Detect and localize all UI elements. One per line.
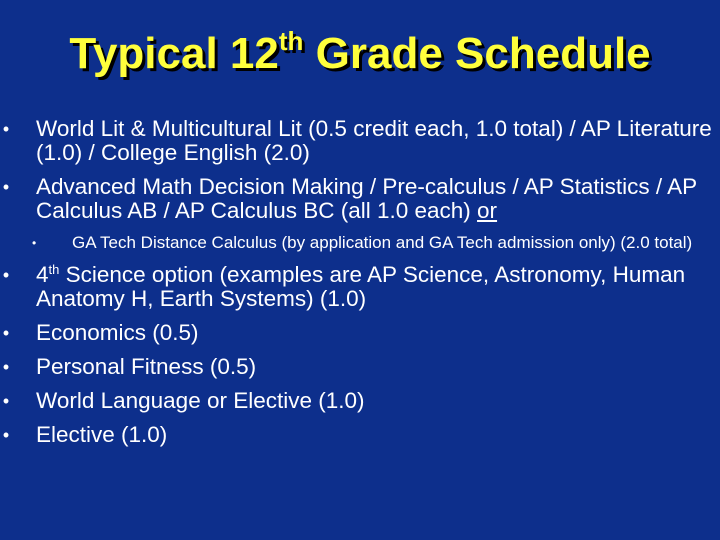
bullet-icon: •: [2, 357, 10, 377]
bullet-prefix: 4: [36, 262, 49, 287]
bullet-text: Personal Fitness (0.5): [36, 354, 257, 379]
sub-bullet-text: GA Tech Distance Calculus (by application and GA Tech admission only) (2.0 total): [72, 233, 693, 252]
bullet-item-language: [0, 389, 712, 413]
bullet-icon: •: [2, 119, 10, 139]
bullet-text: Advanced Math Decision Making / Pre-calculus / AP Statistics / AP Calculus AB / AP Calculus BC (all 1.0 each): [36, 174, 697, 223]
bullet-item-economics: [0, 321, 712, 345]
title-main: Typical 12: [69, 29, 279, 78]
bullet-item-elective: [0, 423, 712, 447]
bullet-text: World Lit & Multicultural Lit (0.5 credit each, 1.0 total) / AP Literature (1.0) / College English (2.0): [36, 116, 712, 165]
sub-bullet-item-calculus: [0, 233, 712, 253]
bullet-icon: •: [2, 391, 10, 411]
bullet-superscript: th: [48, 262, 60, 277]
title-rest: Grade Schedule: [303, 29, 651, 78]
bullet-text-or: or: [477, 198, 498, 223]
bullet-text: Economics (0.5): [36, 320, 199, 345]
bullet-icon: •: [2, 265, 10, 285]
bullet-list: [0, 117, 712, 457]
bullet-text: Science option (examples are AP Science, Astronomy, Human Anatomy H, Earth Systems) (1.0): [36, 262, 686, 311]
bullet-icon: •: [2, 323, 10, 343]
bullet-icon: •: [2, 425, 10, 445]
bullet-item-fitness: [0, 355, 712, 379]
bullet-item-english: [0, 117, 712, 165]
sub-bullet-icon: •: [32, 236, 37, 250]
bullet-item-science: [0, 263, 712, 311]
slide-title: [0, 26, 720, 82]
bullet-text: World Language or Elective (1.0): [36, 388, 365, 413]
bullet-text: Elective (1.0): [36, 422, 168, 447]
bullet-item-math: [0, 175, 712, 223]
title-superscript: th: [278, 26, 304, 56]
bullet-icon: •: [2, 177, 10, 197]
